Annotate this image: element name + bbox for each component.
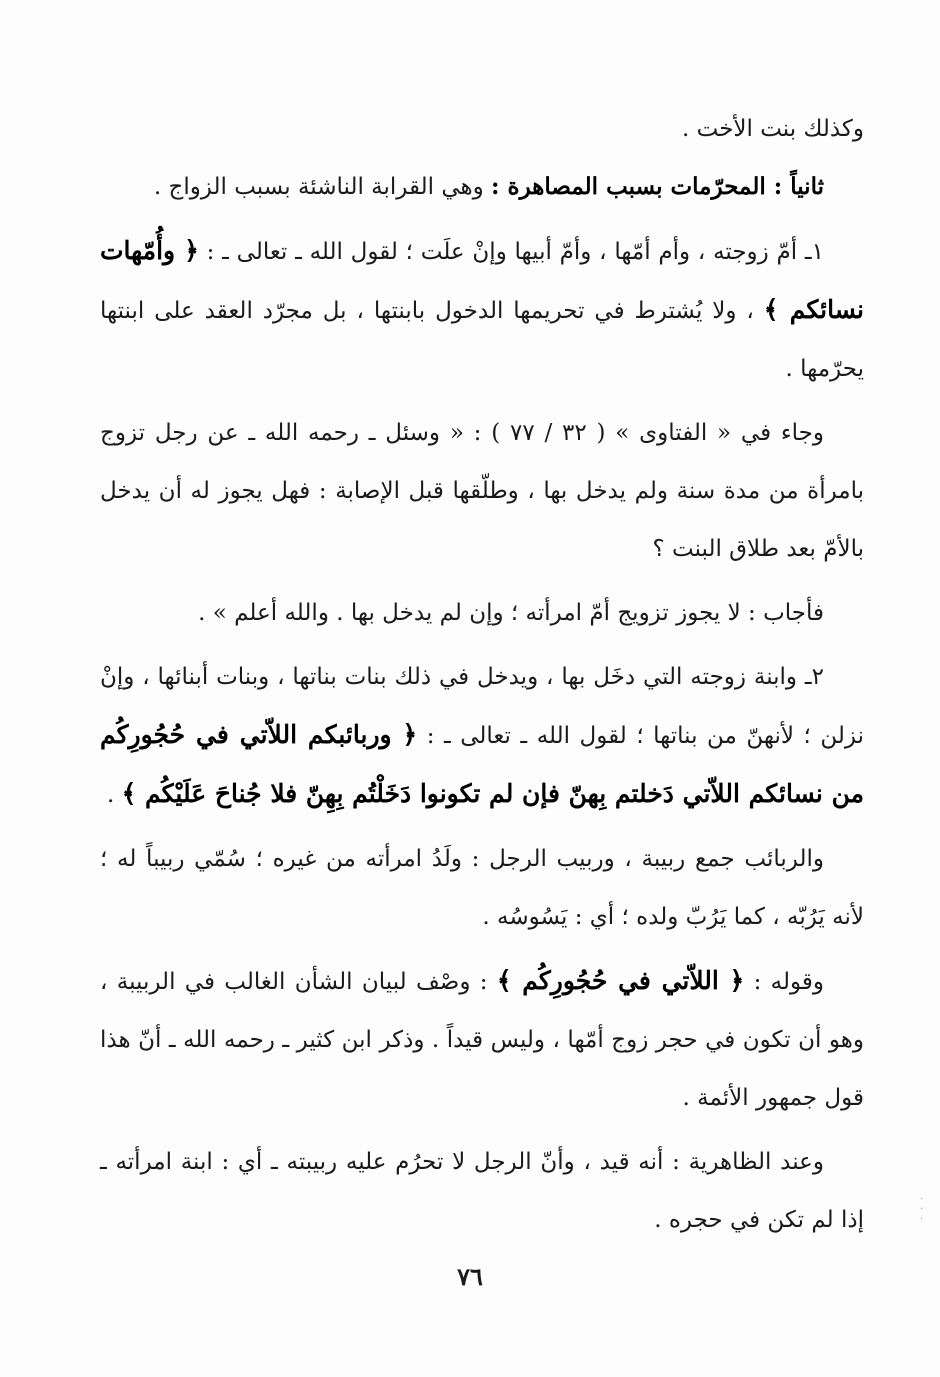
paragraph-text: وجاء في « الفتاوى » ( ٣٢ / ٧٧ ) : « وسئل ـ رحمه الله ـ عن رجل تزوج بامرأة من مدة سنة ولم يدخل بها ، وطلّقها قبل الإصابة : فهل يجوز له أن يدخل بالأمّ بعد طلاق البنت ؟ (100, 420, 864, 562)
paragraph-fatawa-answer (100, 584, 864, 642)
paragraph-text: وهي القرابة الناشئة بسبب الزواج . (153, 174, 492, 200)
paragraph-text: وعند الظاهرية : أنه قيد ، وأنّ الرجل لا تحرُم عليه ربيبته ـ أي : ابنة امرأته ـ إذا لم تكن في حجره . (100, 1149, 864, 1233)
paragraph-zahiriyya (100, 1133, 864, 1249)
paragraph-text: فأجاب : لا يجوز تزويج أمّ امرأته ؛ وإن لم يدخل بها . والله أعلم » . (198, 600, 824, 626)
margin-mark: · · · (920, 1194, 924, 1225)
paragraph-rabaib-definition (100, 830, 864, 946)
paragraph-verse-explanation (100, 952, 864, 1127)
paragraph-fatawa-question (100, 404, 864, 578)
quran-verse: ﴿ وأُمّهات نسائكم ﴾ (100, 236, 864, 324)
paragraph-stepdaughter (100, 648, 864, 824)
paragraph-text: . (107, 782, 122, 808)
paragraph-text: وقوله : (744, 969, 824, 995)
paragraph-text: والربائب جمع ربيبة ، وربيب الرجل : ولَدُ امرأته من غيره ؛ سُمّي ربيباً له ؛ لأنه يَرُبّه ، كما يَرُبّ ولده ؛ أي : يَسُوسُه . (100, 846, 864, 930)
paragraph-text: ٢ـ وابنة زوجته التي دخَل بها ، ويدخل في ذلك بنات بناتها ، وبنات أبنائها ، وإنْ نزلن ؛ لأنهنّ من بناتها ؛ لقول الله ـ تعالى ـ : (100, 664, 864, 749)
paragraph-in-law-heading (100, 158, 864, 216)
quran-verse: ﴿ اللاّتي في حُجُورِكُم ﴾ (496, 966, 745, 995)
text-body (100, 100, 864, 1249)
paragraph-sisters-daughter (100, 100, 864, 158)
paragraph-wife-mother (100, 222, 864, 398)
paragraph-text: وكذلك بنت الأخت . (681, 116, 864, 142)
quran-verse: ﴿ وربائبكم اللاّتي في حُجُورِكُم من نسائكم اللاّتي دَخلتم بِهنّ فإن لم تكونوا دَخَلْتُم بِهِنّ فلا جُناحَ عَلَيْكُم ﴾ (100, 720, 864, 808)
paragraph-text: : وصْف لبيان الشأن الغالب في الربيبة ، وهو أن تكون في حجر زوج أمّها ، وليس قيداً . وذكر ابن كثير ـ رحمه الله ـ أنّ هذا قول جمهور الأئمة . (100, 969, 864, 1111)
paragraph-text: ١ـ أمّ زوجته ، وأم أمّها ، وأمّ أبيها وإنْ علَت ؛ لقول الله ـ تعالى ـ : (198, 239, 825, 265)
section-heading: ثانياً : المحرّمات بسبب المصاهرة : (491, 173, 824, 200)
page-number: ٧٦ (457, 1262, 483, 1291)
paragraph-text: ، ولا يُشترط في تحريمها الدخول بابنتها ، بل مجرّد العقد على ابنتها يحرّمها . (100, 298, 864, 382)
